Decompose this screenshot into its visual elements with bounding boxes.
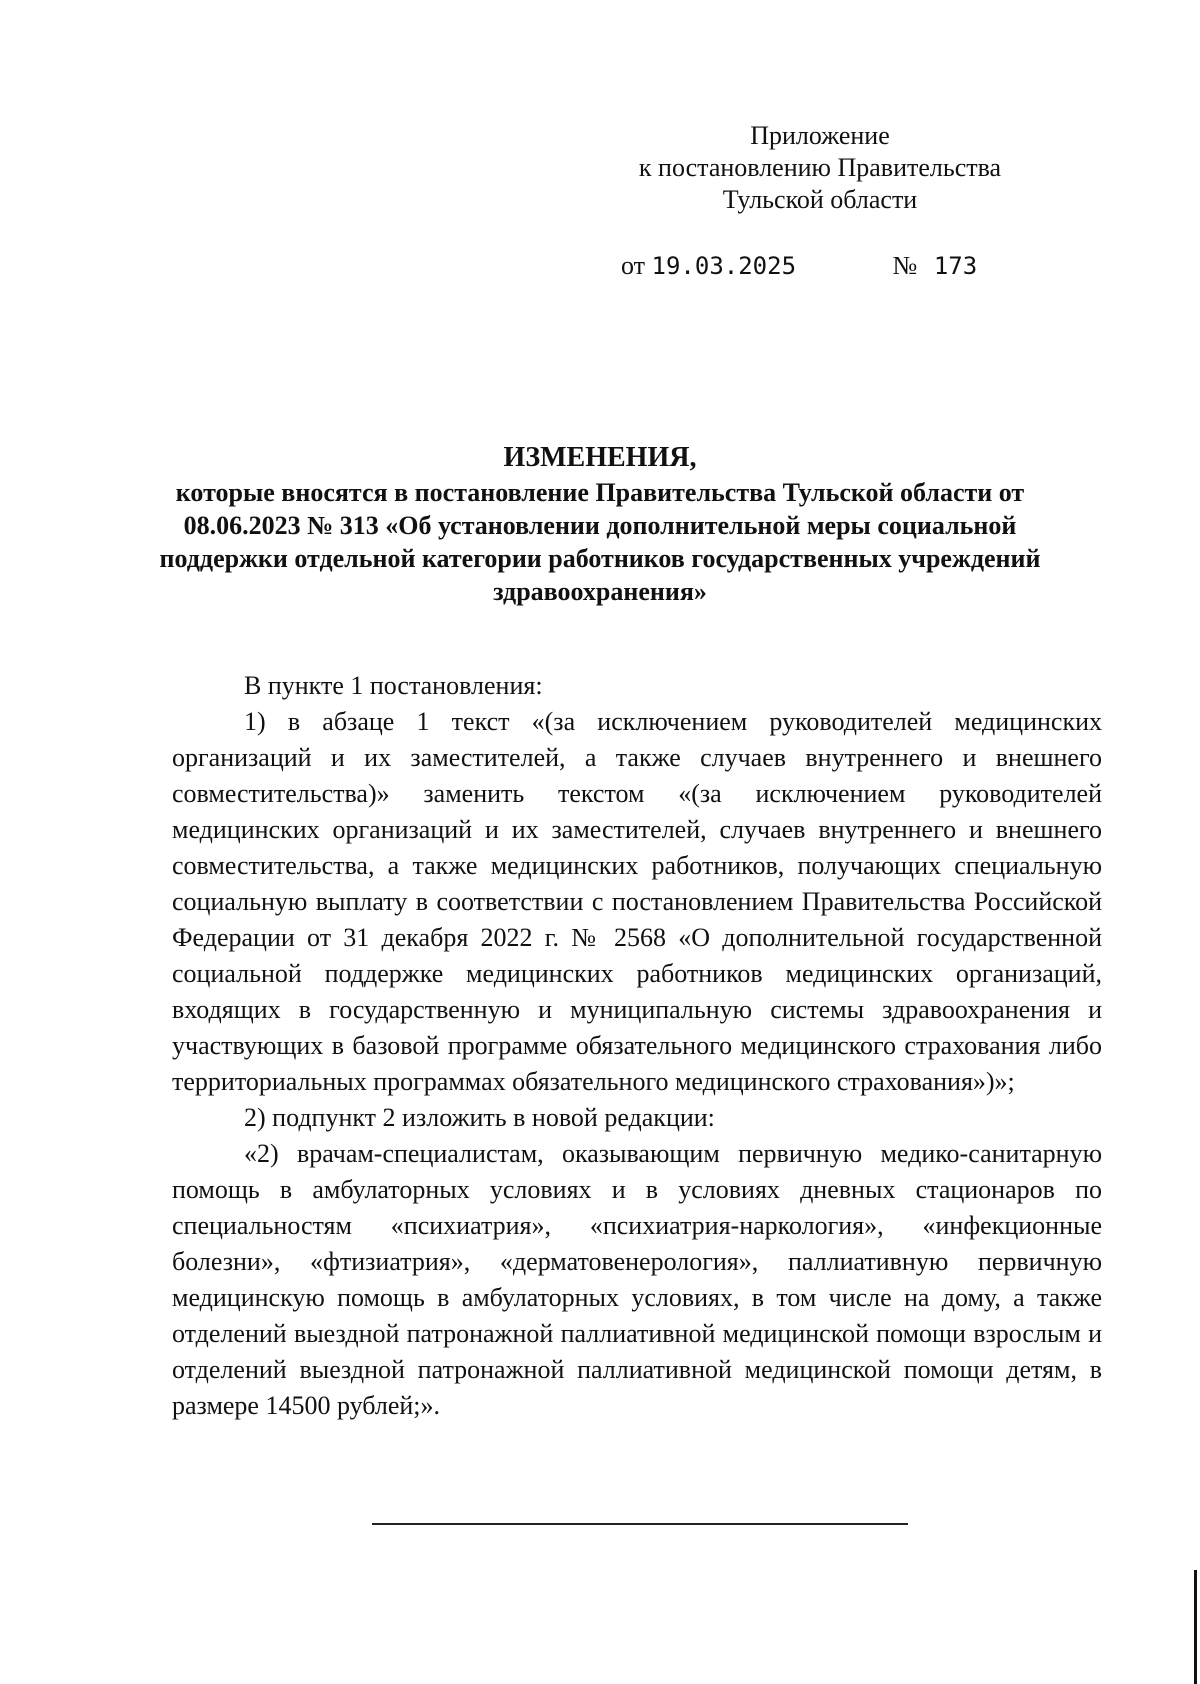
title-main: ИЗМЕНЕНИЯ, — [503, 442, 697, 473]
number-label: № — [892, 251, 918, 280]
document-number: 173 — [933, 252, 978, 280]
document-date: 19.03.2025 — [651, 252, 797, 280]
date-prefix: от — [621, 251, 646, 280]
body-paragraph-item-1: 1) в абзаце 1 текст «(за исключением руководителей медицинских организаций и их заместителей, а также случаев внутреннего и внешнего совместительства)» заменить текстом «(за исключением руководителей медицинских организаций и их заместителей, случаев внутреннего и внешнего совместительства, а также медицинских работников, получающих специальную социальную выплату в соответствии с постановлением Правительства Российской Федерации от 31 декабря 2022 г. № 2568 «О дополнительной государственной социальной поддержке медицинских работников медицинских организаций, входящих в государственную и муниципальную системы здравоохранения и участвующих в базовой программе обязательного медицинского страхования либо территориальных программах обязательного медицинского страхования»)»; — [172, 707, 1102, 1096]
scan-edge-mark — [1194, 1570, 1197, 1684]
document-date-number — [621, 250, 977, 282]
title-subtitle: которые вносятся в постановление Правительства Тульской области от 08.06.2023 № 313 «Об установлении дополнительной меры социальной поддержки отдельной категории работников государственных учреждений здравоохранения» — [159, 478, 1041, 606]
closing-divider — [372, 1523, 908, 1525]
document-title — [150, 440, 1050, 608]
appendix-region: Тульской области — [722, 185, 918, 214]
appendix-reference: к постановлению Правительства — [638, 153, 1002, 182]
appendix-label: Приложение — [750, 121, 890, 150]
body-paragraph-item-2: 2) подпункт 2 изложить в новой редакции: — [244, 1103, 715, 1132]
body-paragraph-quote: «2) врачам-специалистам, оказывающим первичную медико-санитарную помощь в амбулаторных условиях и в условиях дневных стационаров по специальностям «психиатрия», «психиатрия-наркология», «инфекционные болезни», «фтизиатрия», «дерматовенерология», паллиативную первичную медицинскую помощь в амбулаторных условиях, в том числе на дому, а также отделений выездной патронажной паллиативной медицинской помощи взрослым и отделений выездной патронажной паллиативной медицинской помощи детям, в размере 14500 рублей;». — [172, 1139, 1102, 1420]
document-body — [172, 668, 1102, 1424]
body-paragraph-intro: В пункте 1 постановления: — [244, 671, 543, 700]
appendix-header — [610, 120, 1030, 216]
